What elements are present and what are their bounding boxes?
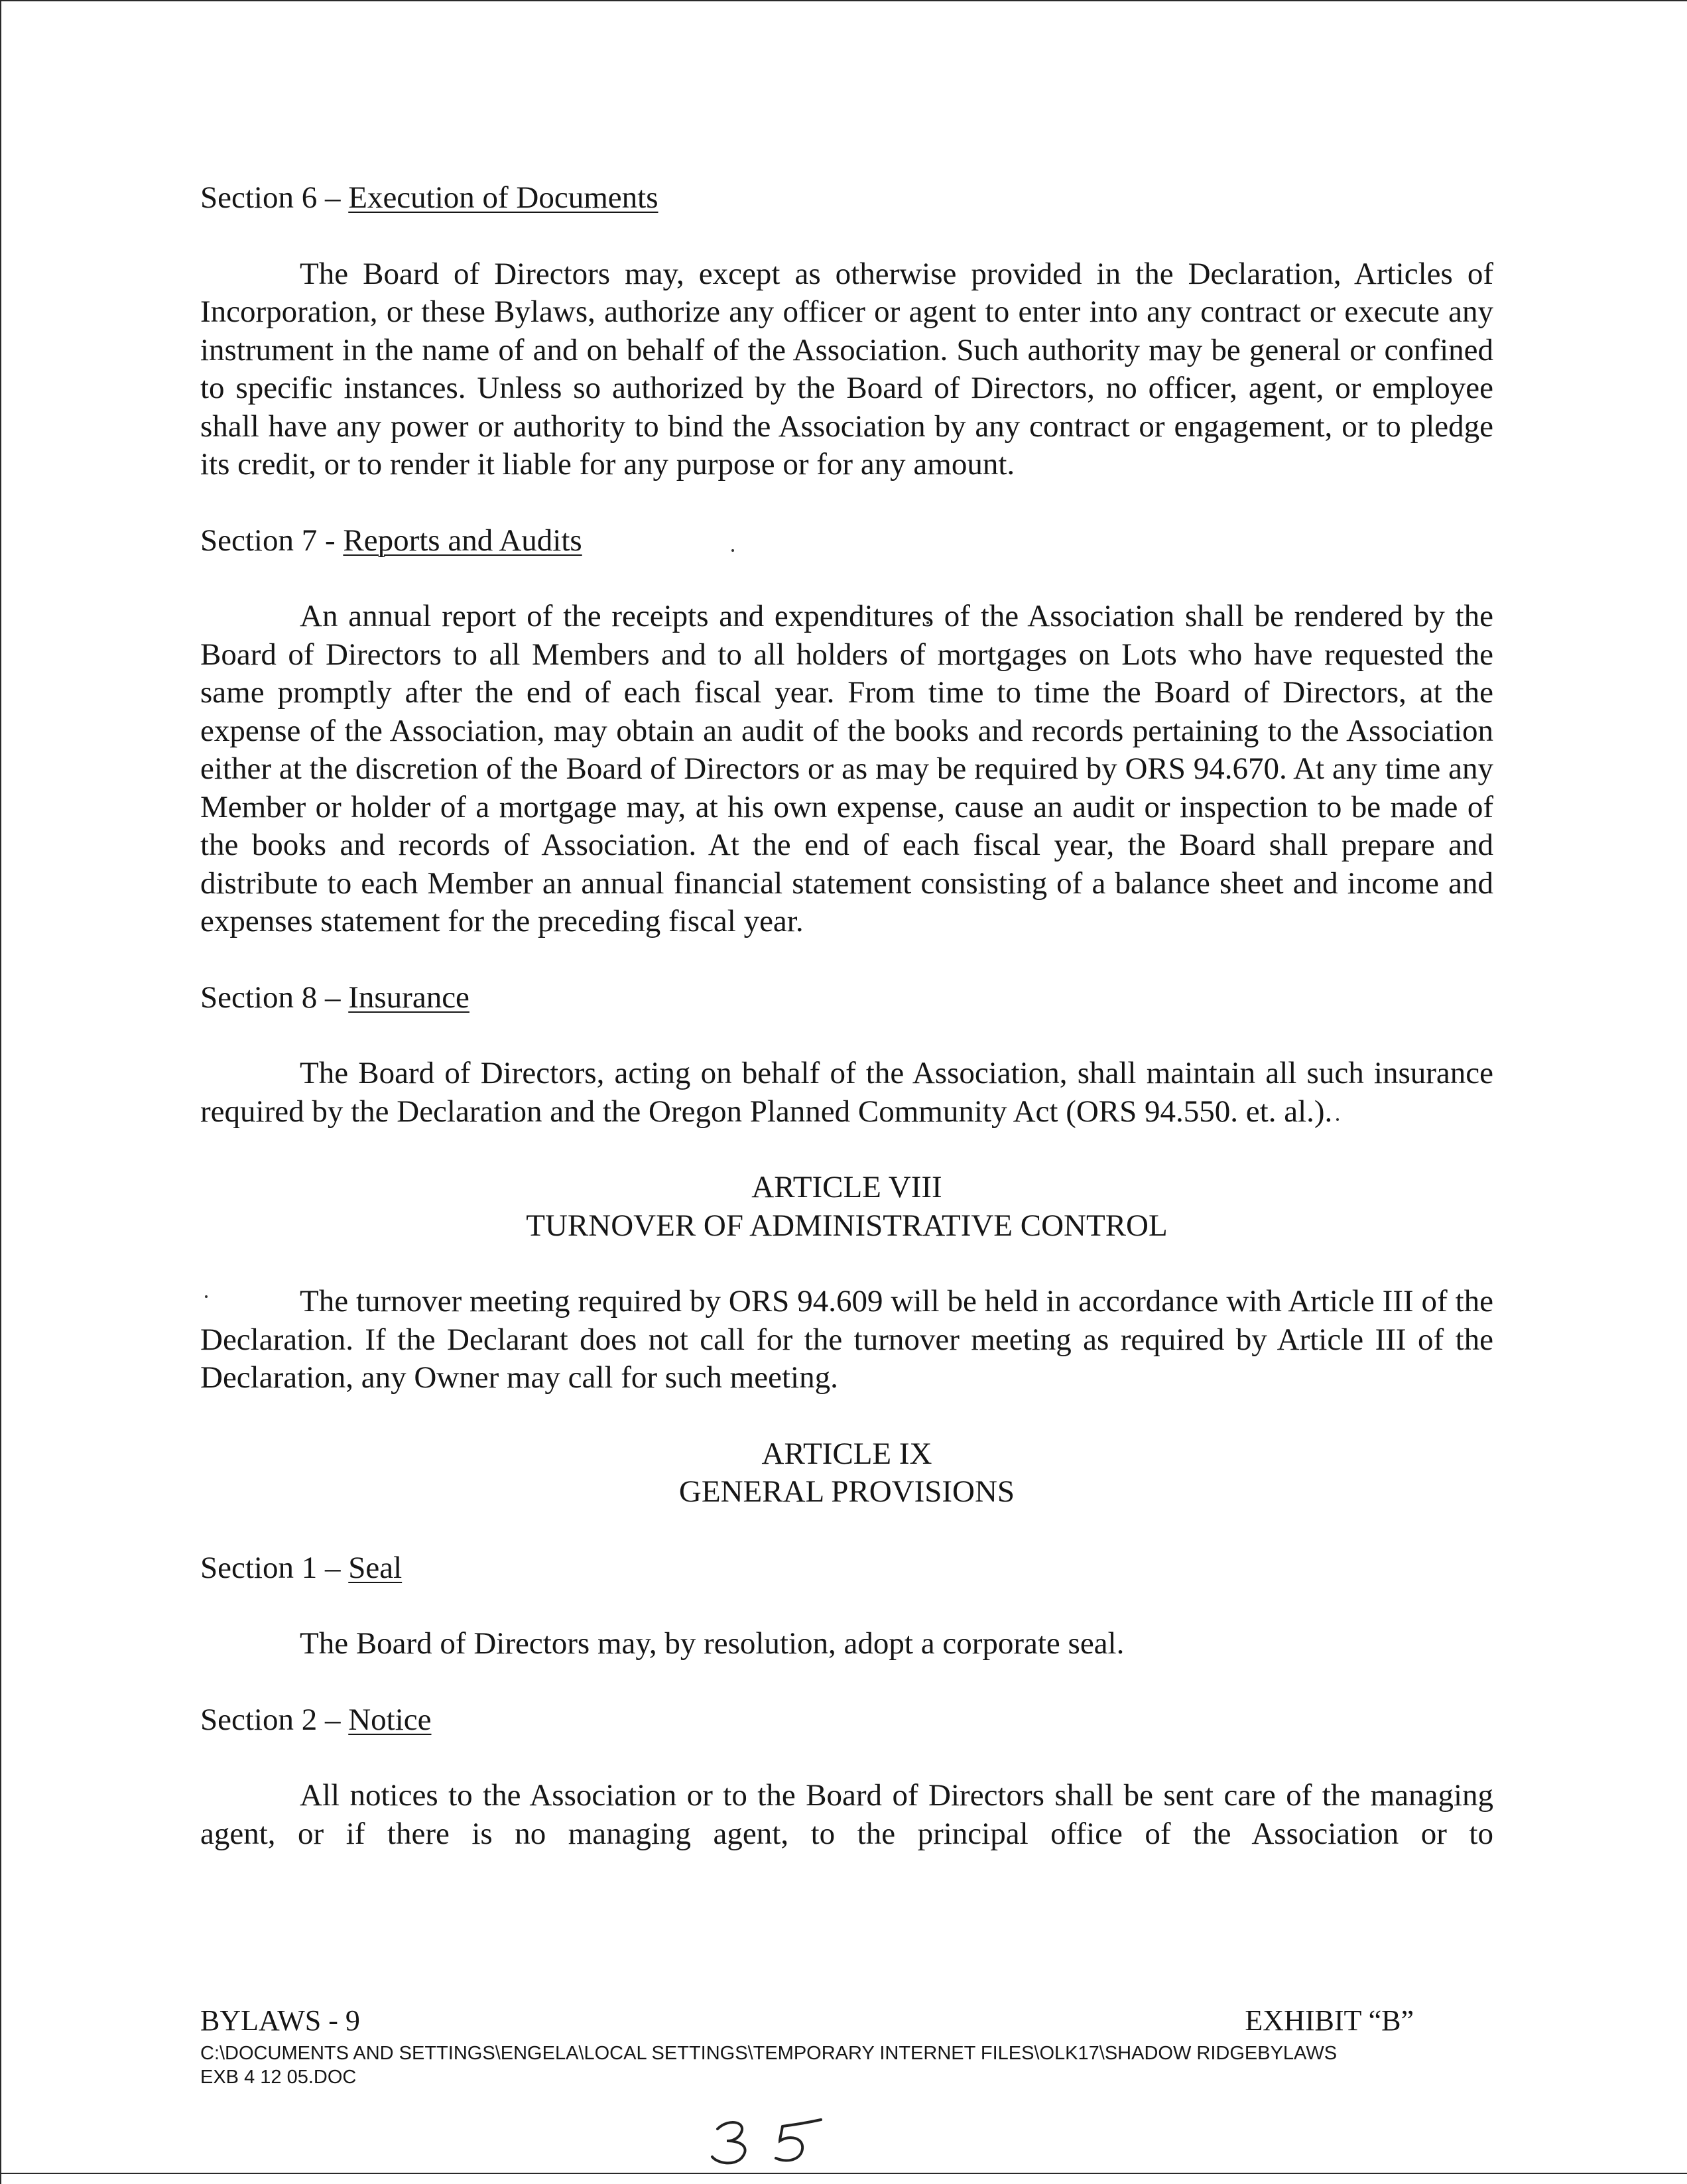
section-1-title: Seal [348, 1550, 403, 1585]
section-7-prefix: Section 7 - [200, 523, 344, 558]
section-1-paragraph: The Board of Directors may, by resolution, adopt a corporate seal. [300, 1626, 1125, 1661]
section-8-title: Insurance [348, 980, 469, 1015]
scan-border-top [0, 0, 1687, 1]
section-7-paragraph: An annual report of the receipts and expenditures of the Association shall be rendered by the Board of Directors to all Members and to all holders of mortgages on Lots who have requested the same promptly after the end of each fiscal year. From time to time the Board of Directors, at the expense of the Association, may obtain an audit of the books and records pertaining to the Association either at the discretion of the Board of Directors or as may be required by ORS 94.670. At any time any Member or holder of a mortgage may, at his own expense, cause an audit or inspection to be made of the books and records of Association. At the end of each fiscal year, the Board shall prepare and distribute to each Member an annual financial statement consisting of a balance sheet and income and expenses statement for the preceding fiscal year. [200, 599, 1493, 938]
handwritten-page-number [703, 2109, 829, 2169]
footer-file-path [200, 2041, 1493, 2089]
scan-border-bottom [0, 2173, 1687, 2174]
section-2-heading [200, 1701, 1493, 1740]
section-6-title: Execution of Documents [348, 180, 658, 215]
footer-file-path-line-1: C:\DOCUMENTS AND SETTINGS\ENGELA\LOCAL SETTINGS\TEMPORARY INTERNET FILES\OLK17\SHADOW RIDGEBYLAWS [200, 2043, 1338, 2064]
section-6-prefix: Section 6 – [200, 180, 349, 215]
footer-row [200, 2004, 1493, 2037]
section-7-heading [200, 522, 1493, 560]
section-6-heading [200, 179, 1493, 218]
article-9-title: GENERAL PROVISIONS [678, 1474, 1015, 1509]
section-8-prefix: Section 8 – [200, 980, 349, 1015]
section-7-title: Reports and Audits [343, 523, 582, 558]
section-8-heading [200, 979, 1493, 1017]
article-8-title: TURNOVER OF ADMINISTRATIVE CONTROL [526, 1208, 1168, 1243]
section-1-prefix: Section 1 – [200, 1550, 349, 1585]
page-footer [200, 2004, 1493, 2089]
scan-border-left [0, 0, 1, 2184]
section-2-title: Notice [348, 1702, 432, 1737]
document-body [200, 179, 1493, 1853]
section-2-prefix: Section 2 – [200, 1702, 349, 1737]
section-1-heading [200, 1549, 1493, 1588]
footer-page-label: BYLAWS - 9 [200, 2004, 360, 2037]
section-8-paragraph: The Board of Directors, acting on behalf of the Association, shall maintain all such insurance required by the Declaration and the Oregon Planned Community Act (ORS 94.550. et. al.). [200, 1056, 1493, 1129]
article-8-number: ARTICLE VIII [751, 1170, 942, 1204]
article-8-paragraph: The turnover meeting required by ORS 94.609 will be held in accordance with Article III of the Declaration. If the Declarant does not call for the turnover meeting as required by Article III of the Declaration, any Owner may call for such meeting. [200, 1284, 1493, 1395]
footer-exhibit-label: EXHIBIT “B” [1245, 2004, 1414, 2037]
section-6-paragraph: The Board of Directors may, except as otherwise provided in the Declaration, Articles of Incorporation, or these Bylaws, authorize any officer or agent to enter into any contract or execute any instrument in the name of and on behalf of the Association. Such authority may be general or confined to specific instances. Unless so authorized by the Board of Directors, no officer, agent, or employee shall have any power or authority to bind the Association by any contract or engagement, or to pledge its credit, or to render it liable for any purpose or for any amount. [200, 256, 1493, 482]
footer-file-path-line-2: EXB 4 12 05.DOC [200, 2067, 357, 2088]
article-9-number: ARTICLE IX [761, 1436, 932, 1471]
section-2-paragraph: All notices to the Association or to the Board of Directors shall be sent care of the managing agent, or if there is no managing agent, to the principal office of the Association or to [200, 1778, 1493, 1851]
